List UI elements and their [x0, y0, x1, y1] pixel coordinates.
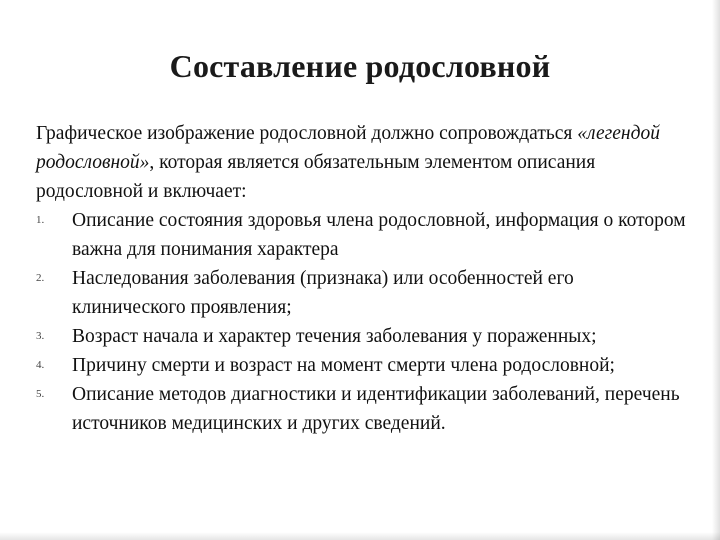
- list-item-text: Наследования заболевания (признака) или особенностей его клинического проявления;: [72, 268, 574, 318]
- list-item-number: 4.: [36, 359, 45, 371]
- list-item-text: Описание состояния здоровья члена родословной, информация о котором важна для понимания характера: [72, 210, 686, 260]
- list-item-number: 5.: [36, 388, 45, 400]
- list-item-text: Возраст начала и характер течения заболевания у пораженных;: [72, 326, 597, 347]
- list-item: [36, 351, 691, 380]
- legend-items-list: [36, 206, 691, 438]
- intro-paragraph: [36, 119, 691, 206]
- list-item: [36, 206, 691, 264]
- list-item: [36, 322, 691, 351]
- slide-title: Составление родословной: [169, 48, 551, 84]
- list-item-number: 1.: [36, 214, 45, 226]
- list-item-text: Причину смерти и возраст на момент смерти члена родословной;: [72, 355, 615, 376]
- list-item-number: 3.: [36, 330, 45, 342]
- list-item: [36, 264, 691, 322]
- intro-text-start: Графическое изображение родословной должно сопровождаться: [36, 123, 578, 144]
- intro-text-end: , которая является обязательным элементом описания родословной и включает:: [36, 152, 596, 202]
- list-item-number: 2.: [36, 272, 45, 284]
- list-item-text: Описание методов диагностики и идентификации заболеваний, перечень источников медицинских и других сведений.: [72, 384, 680, 434]
- intro-emphasis: «легендой родословной»: [36, 123, 660, 173]
- list-item: [36, 380, 691, 438]
- slide-body: [36, 119, 691, 438]
